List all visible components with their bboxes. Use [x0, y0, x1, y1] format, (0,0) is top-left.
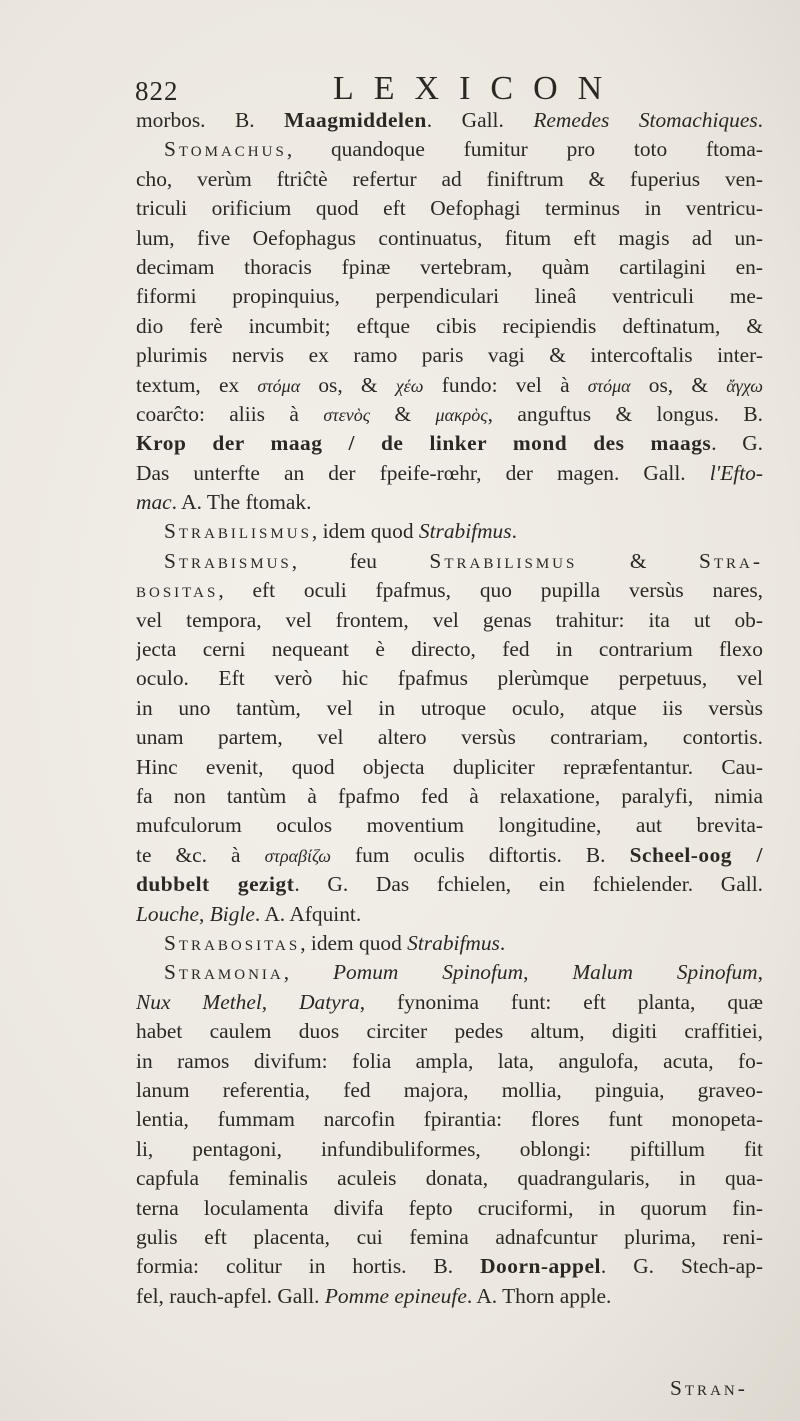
text-line — [136, 282, 763, 311]
text-line — [136, 1047, 763, 1076]
text-line — [136, 900, 763, 929]
text-line — [136, 488, 763, 517]
text-run: dio ferè incumbit; eftque cibis recipiendis deftinatum, & — [136, 313, 763, 338]
text-line — [136, 459, 763, 488]
text-run: Pomme epineufe — [324, 1283, 467, 1308]
text-run: cho, verùm ftriĉtè refertur ad finiftrum & fuperius ven- — [136, 166, 763, 191]
text-run: triculi orificium quod eft Oefophagi terminus in ventricu- — [136, 196, 763, 221]
text-run: mac — [136, 490, 172, 515]
dutch-term: Maagmiddelen — [284, 108, 427, 132]
text-run: Das unterfte an der fpeife-rœhr, der magen. Gall. — [136, 460, 710, 485]
text-run: fel, rauch-apfel. Gall. — [136, 1283, 325, 1308]
running-title: LEXICON — [333, 70, 623, 107]
text-line — [136, 753, 763, 782]
text-run: , feu — [291, 548, 430, 573]
text-line — [136, 341, 763, 370]
text-line — [136, 312, 763, 341]
text-run: Malum Spinofum — [572, 960, 758, 985]
text-line — [136, 1017, 763, 1046]
text-line — [136, 135, 763, 164]
text-run: in ramos divifum: folia ampla, lata, angulofa, acuta, fo- — [136, 1048, 763, 1073]
text-run: στενὸς — [323, 404, 371, 425]
text-line — [136, 165, 763, 194]
entry-headword: Strabositas — [164, 930, 301, 955]
text-run: , — [283, 960, 333, 985]
text-line — [136, 664, 763, 693]
text-run: Datyra — [299, 989, 360, 1014]
text-line — [136, 694, 763, 723]
text-run: Pomum Spinofum — [332, 960, 524, 985]
text-line — [136, 841, 763, 870]
text-run: , idem quod — [300, 930, 408, 955]
text-run: στόμα — [257, 375, 301, 396]
text-run: gulis eft placenta, cui femina adnafcuntur plurima, reni- — [136, 1224, 763, 1249]
text-run: , idem quod — [311, 519, 419, 544]
text-line — [136, 371, 763, 400]
text-run: terna loculamenta divifa fepto cruciformi, in quorum fin- — [136, 1195, 763, 1220]
text-line — [136, 723, 763, 752]
text-run: Nux Methel — [136, 989, 262, 1014]
text-run: habet caulem duos circiter pedes altum, digiti craffitiei, — [136, 1019, 763, 1044]
text-run: Louche — [136, 901, 199, 926]
text-line — [136, 929, 763, 958]
text-run: στραβίζω — [264, 845, 331, 866]
text-run: χέω — [395, 375, 424, 396]
text-line — [136, 1223, 763, 1252]
text-line — [136, 517, 763, 546]
entry-headword: Stra- — [698, 548, 763, 573]
dutch-term: Doorn-appel — [480, 1254, 601, 1279]
text-run: os, & — [300, 372, 396, 397]
text-line — [136, 1105, 763, 1134]
text-run: , — [261, 989, 300, 1014]
text-run: capfula feminalis aculeis donata, quadrangularis, in qua- — [136, 1166, 763, 1191]
text-line — [136, 224, 763, 253]
text-run: l'Efto- — [709, 460, 763, 485]
text-run: jecta cerni nequeant è directo, fed in contrarium flexo — [136, 637, 763, 662]
entry-headword: Strabismus — [164, 548, 292, 573]
dutch-term: dubbelt gezigt — [136, 872, 295, 897]
text-line — [136, 1135, 763, 1164]
text-run: . G. Das fchielen, ein fchielender. Gall. — [294, 872, 763, 897]
text-run: Hinc evenit, quod objecta dupliciter repræfentantur. Cau- — [136, 754, 763, 779]
text-line — [136, 106, 763, 135]
text-line — [136, 988, 763, 1017]
dutch-term: Krop der maag / de linker mond des maags — [136, 431, 712, 456]
text-line — [136, 1282, 763, 1311]
text-line — [136, 1164, 763, 1193]
text-line — [136, 1252, 763, 1281]
text-line — [136, 400, 763, 429]
text-run: , — [523, 960, 573, 985]
text-line — [136, 782, 763, 811]
text-line — [136, 576, 763, 605]
entry-headword: Strabilismus — [429, 548, 578, 573]
text-run: Remedes Stomachiques — [533, 108, 758, 132]
text-run: fiformi propinquius, perpendiculari lineâ ventriculi me- — [136, 284, 763, 309]
text-run: , quandoque fumitur pro toto ftoma- — [286, 137, 763, 162]
text-run: fundo: vel à — [423, 372, 588, 397]
text-run: os, & — [630, 372, 727, 397]
text-run: . Gall. — [426, 108, 534, 132]
entry-headword: Strabilismus — [164, 519, 312, 544]
dutch-term: Scheel-oog / — [629, 842, 763, 867]
text-run: , — [757, 960, 763, 985]
text-run: fa non tantùm à fpafmo fed à relaxatione, paralyfi, nimia — [136, 784, 763, 809]
text-run: mufculorum oculos moventium longitudine, aut brevita- — [136, 813, 763, 838]
entry-headword: Stomachus — [164, 137, 287, 162]
text-run: . — [499, 930, 506, 955]
text-run: , — [198, 901, 210, 926]
text-run: lum, five Oefophagus continuatus, fitum eft magis ad un- — [136, 225, 763, 250]
text-run: . G. — [711, 431, 763, 456]
catchword: Stran- — [670, 1376, 748, 1400]
text-line — [136, 811, 763, 840]
text-run: Strabifmus — [407, 930, 500, 955]
text-run: oculo. Eft verò hic fpafmus plerùmque perpetuus, vel — [136, 666, 763, 691]
text-run: plurimis nervis ex ramo paris vagi & intercoftalis inter- — [136, 343, 763, 368]
text-run: . A. Afquint. — [254, 901, 362, 926]
text-run: . — [511, 519, 517, 544]
text-run: . — [757, 108, 763, 132]
text-line — [136, 870, 763, 899]
text-run: lentia, fummam narcofin fpirantia: flores funt monopeta- — [136, 1107, 763, 1132]
text-run: decimam thoracis fpinæ vertebram, quàm cartilagini en- — [136, 254, 763, 279]
text-run: ἄγχω — [726, 375, 763, 396]
text-run: , fynonima funt: eft planta, quæ — [359, 989, 763, 1014]
text-line — [136, 429, 763, 458]
text-run: Strabifmus — [418, 519, 512, 544]
text-run: morbos. B. — [136, 108, 285, 132]
text-run: μακρὸς — [435, 404, 488, 425]
text-line — [136, 547, 763, 576]
text-run: & — [370, 401, 436, 426]
text-run: . G. Stech-ap- — [600, 1254, 763, 1279]
text-run: , eft oculi fpafmus, quo pupilla versùs nares, — [218, 578, 763, 603]
text-run: στόμα — [587, 375, 631, 396]
text-line — [136, 1194, 763, 1223]
text-line — [136, 1076, 763, 1105]
text-run: coarĉto: aliis à — [136, 401, 324, 426]
entry-headword: Stramonia — [164, 960, 284, 985]
text-run: unam partem, vel altero versùs contrariam, contortis. — [136, 725, 763, 750]
text-run: . A. The ftomak. — [171, 490, 312, 515]
text-run: vel tempora, vel frontem, vel genas trahitur: ita ut ob- — [136, 607, 763, 632]
text-run: te &c. à — [136, 842, 265, 867]
text-run: formia: colitur in hortis. B. — [136, 1254, 481, 1279]
text-run: textum, ex — [136, 372, 258, 397]
text-line — [136, 606, 763, 635]
text-line — [136, 958, 763, 987]
text-run: fum oculis diftortis. B. — [330, 842, 630, 867]
text-line — [136, 635, 763, 664]
page-number: 822 — [135, 76, 179, 106]
text-run: lanum referentia, fed majora, mollia, pinguia, graveo- — [136, 1077, 763, 1102]
page-header — [135, 66, 755, 110]
text-run: . A. Thorn apple. — [466, 1283, 612, 1308]
text-run: li, pentagoni, infundibuliformes, oblongi: piftillum fit — [136, 1136, 763, 1161]
text-run: , anguftus & longus. B. — [487, 401, 763, 426]
text-run: & — [577, 548, 699, 573]
entry-headword: bositas — [136, 578, 219, 603]
text-run: Bigle — [209, 901, 255, 926]
lexicon-entries — [136, 106, 763, 1311]
text-run: in uno tantùm, vel in utroque oculo, atque iis versùs — [136, 695, 763, 720]
text-line — [136, 253, 763, 282]
text-line — [136, 194, 763, 223]
